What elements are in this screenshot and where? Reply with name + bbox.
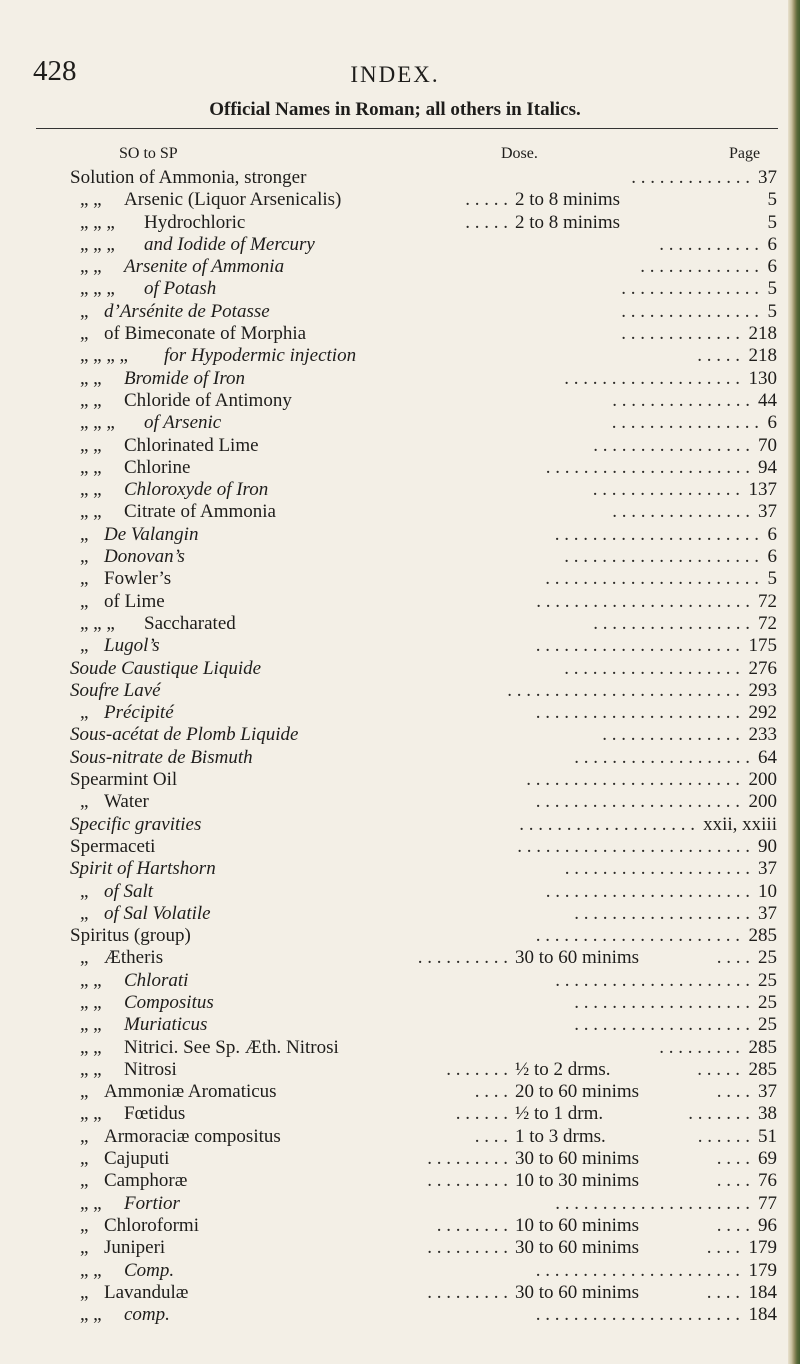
index-entry bbox=[0, 435, 790, 457]
ditto-mark: „ „ bbox=[80, 367, 102, 389]
index-entry bbox=[0, 323, 790, 345]
entry-page: 37 bbox=[758, 902, 777, 924]
entry-page: 184 bbox=[748, 1304, 777, 1326]
entry-page: 44 bbox=[758, 389, 777, 411]
entry-page: 293 bbox=[748, 679, 777, 701]
dot-leaders: . . . . . . . . . . . . . . . . . . . . . . . bbox=[545, 568, 759, 590]
index-entry bbox=[0, 1126, 790, 1148]
entry-name: Camphoræ bbox=[104, 1170, 188, 1192]
entry-page: 25 bbox=[758, 991, 777, 1013]
index-entry bbox=[0, 1014, 790, 1036]
entry-name: of Lime bbox=[104, 590, 165, 612]
entry-page: 179 bbox=[748, 1237, 777, 1259]
column-header-range: SO to SP bbox=[119, 145, 178, 162]
dot-leaders: . . . . . . . . . . . . . . . . . . . . . . . . . bbox=[507, 679, 740, 701]
dot-leaders: . . . . . . . . . . . . . . . . bbox=[611, 412, 759, 434]
ditto-mark: „ bbox=[80, 546, 89, 568]
entry-page: 72 bbox=[758, 612, 777, 634]
entry-page: 6 bbox=[767, 256, 777, 278]
dot-leaders: . . . . . . . . . bbox=[427, 1148, 508, 1170]
entry-name: Fowler’s bbox=[104, 568, 172, 590]
ditto-mark: „ „ bbox=[80, 1014, 102, 1036]
entry-page: 96 bbox=[758, 1214, 777, 1236]
index-entry bbox=[0, 1237, 790, 1259]
index-entry bbox=[0, 212, 790, 234]
entry-page: 5 bbox=[767, 211, 777, 233]
entry-name: Spirit of Hartshorn bbox=[70, 858, 216, 880]
entry-name: and Iodide of Mercury bbox=[144, 233, 315, 255]
entry-name: Sous-acétat de Plomb Liquide bbox=[70, 724, 299, 746]
entry-name: Saccharated bbox=[144, 612, 236, 634]
ditto-mark: „ bbox=[80, 1125, 89, 1147]
entry-name: Soude Caustique Liquide bbox=[70, 657, 262, 679]
index-entry bbox=[0, 1260, 790, 1282]
entry-page: 5 bbox=[767, 189, 777, 211]
ditto-mark: „ bbox=[80, 635, 89, 657]
entry-page: 276 bbox=[748, 657, 777, 679]
ditto-mark: „ bbox=[80, 791, 89, 813]
dot-leaders: . . . . . . . . . . bbox=[417, 947, 508, 969]
index-entry bbox=[0, 724, 790, 746]
dot-leaders: . . . . bbox=[716, 1081, 750, 1103]
ditto-mark: „ bbox=[80, 568, 89, 590]
running-head: INDEX. bbox=[350, 62, 440, 87]
entry-name: Chlorine bbox=[124, 456, 191, 478]
entry-name: of Arsenic bbox=[144, 412, 222, 434]
dot-leaders: . . . . . . . . . . . . . . . . . bbox=[593, 434, 750, 456]
ditto-mark: „ „ bbox=[80, 1036, 102, 1058]
entry-page: 37 bbox=[758, 167, 777, 188]
column-header-page: Page bbox=[729, 145, 761, 162]
index-entry bbox=[0, 1081, 790, 1103]
entry-name: Précipité bbox=[104, 702, 174, 724]
entry-dose: 30 to 60 minims bbox=[515, 1148, 640, 1170]
dot-leaders: . . . . . . . . . . . . . . . . . . . bbox=[574, 991, 750, 1013]
ditto-mark: „ „ „ bbox=[80, 612, 115, 634]
entry-dose: 30 to 60 minims bbox=[515, 947, 640, 969]
entry-dose: 2 to 8 minims bbox=[515, 189, 621, 211]
entry-page: 6 bbox=[767, 233, 777, 255]
ditto-mark: „ „ „ bbox=[80, 233, 115, 255]
entry-page: 285 bbox=[748, 925, 777, 947]
index-entry bbox=[0, 412, 790, 434]
ditto-mark: „ „ „ „ bbox=[80, 345, 128, 367]
index-entry bbox=[0, 613, 790, 635]
dot-leaders: . . . . . . . . . . . . . . . . . . . . . . bbox=[535, 1259, 740, 1281]
ditto-mark: „ „ bbox=[80, 1192, 102, 1214]
entry-name: Muriaticus bbox=[124, 1014, 208, 1036]
entry-page: 77 bbox=[758, 1192, 777, 1214]
ditto-mark: „ bbox=[80, 1214, 89, 1236]
entry-name: Lavandulæ bbox=[104, 1281, 189, 1303]
dot-leaders: . . . . . . . . . . . . . . . . . . . . . . bbox=[535, 1304, 740, 1326]
entry-name: Bromide of Iron bbox=[124, 367, 246, 389]
entry-page: 285 bbox=[748, 1058, 777, 1080]
entry-dose: 2 to 8 minims bbox=[515, 211, 621, 233]
entry-name: Spearmint Oil bbox=[70, 769, 178, 791]
entry-page: 5 bbox=[767, 278, 777, 300]
page-number: 428 bbox=[33, 55, 77, 87]
entry-name: Chloroformi bbox=[104, 1214, 199, 1236]
index-entry bbox=[0, 479, 790, 501]
ditto-mark: „ bbox=[80, 523, 89, 545]
ditto-mark: „ bbox=[80, 323, 89, 345]
entry-page: 10 bbox=[758, 880, 777, 902]
entry-page: 130 bbox=[748, 367, 777, 389]
dot-leaders: . . . . . . . . . . . . . bbox=[640, 256, 759, 278]
dot-leaders: . . . . bbox=[716, 1214, 750, 1236]
entry-name: Comp. bbox=[124, 1259, 175, 1281]
ditto-mark: „ „ bbox=[80, 1304, 102, 1326]
dot-leaders: . . . . . . . . . . . . . . . bbox=[602, 724, 740, 746]
entry-page: 6 bbox=[767, 546, 777, 568]
index-entry bbox=[0, 925, 790, 947]
ditto-mark: „ bbox=[80, 1148, 89, 1170]
index-entry bbox=[0, 1193, 790, 1215]
entry-page: 38 bbox=[758, 1103, 777, 1125]
entry-dose: 30 to 60 minims bbox=[515, 1237, 640, 1259]
entry-page: 72 bbox=[758, 590, 777, 612]
ditto-mark: „ „ bbox=[80, 434, 102, 456]
entry-page: 218 bbox=[748, 345, 777, 367]
dot-leaders: . . . . . . . . . . . . . . . . . bbox=[593, 612, 750, 634]
ditto-mark: „ bbox=[80, 880, 89, 902]
entry-page: 76 bbox=[758, 1170, 777, 1192]
dot-leaders: . . . . bbox=[716, 1148, 750, 1170]
index-entry bbox=[0, 680, 790, 702]
dot-leaders: . . . . . . . . . . . . . bbox=[621, 323, 740, 345]
ditto-mark: „ bbox=[80, 590, 89, 612]
index-entry bbox=[0, 546, 790, 568]
dot-leaders: . . . . . . . bbox=[446, 1058, 508, 1080]
entry-page: 90 bbox=[758, 835, 777, 857]
index-entry bbox=[0, 635, 790, 657]
dot-leaders: . . . . . . . . . . . . . . . . . . . bbox=[574, 1014, 750, 1036]
index-entries bbox=[0, 167, 790, 1326]
index-entry bbox=[0, 947, 790, 969]
entry-page: 94 bbox=[758, 456, 777, 478]
entry-page: 25 bbox=[758, 969, 777, 991]
index-entry bbox=[0, 658, 790, 680]
ditto-mark: „ „ „ bbox=[80, 278, 115, 300]
entry-name: Arsenite of Ammonia bbox=[124, 256, 285, 278]
index-entry bbox=[0, 1148, 790, 1170]
ditto-mark: „ bbox=[80, 947, 89, 969]
dot-leaders: . . . . . . . . . bbox=[659, 1036, 740, 1058]
index-entry bbox=[0, 301, 790, 323]
dot-leaders: . . . . . . . . . . . . . bbox=[631, 167, 750, 188]
entry-page: 292 bbox=[748, 702, 777, 724]
dot-leaders: . . . . . . . . . bbox=[427, 1237, 508, 1259]
ditto-mark: „ „ bbox=[80, 1058, 102, 1080]
index-entry bbox=[0, 858, 790, 880]
entry-name: Nitrici. See Sp. Æth. Nitrosi bbox=[124, 1036, 339, 1058]
entry-name: Water bbox=[104, 791, 149, 813]
index-entry bbox=[0, 568, 790, 590]
dot-leaders: . . . . . . . . bbox=[436, 1214, 508, 1236]
dot-leaders: . . . . bbox=[474, 1125, 508, 1147]
dot-leaders: . . . . . . . . . . . bbox=[659, 233, 759, 255]
entry-name: comp. bbox=[124, 1304, 170, 1326]
dot-leaders: . . . . . . bbox=[455, 1103, 508, 1125]
dot-leaders: . . . . . bbox=[465, 211, 508, 233]
entry-page: 6 bbox=[767, 412, 777, 434]
dot-leaders: . . . . . . . . . . . . . . . . . . . bbox=[564, 367, 740, 389]
entry-name: Fortior bbox=[124, 1192, 180, 1214]
entry-page: 51 bbox=[758, 1125, 777, 1147]
index-entry bbox=[0, 1059, 790, 1081]
index-entry bbox=[0, 1304, 790, 1326]
dot-leaders: . . . . . . . . . bbox=[427, 1281, 508, 1303]
entry-name: Solution of Ammonia, stronger bbox=[70, 167, 307, 188]
index-entry bbox=[0, 278, 790, 300]
index-entry bbox=[0, 747, 790, 769]
index-entry bbox=[0, 1215, 790, 1237]
dot-leaders: . . . . bbox=[706, 1281, 740, 1303]
index-entry bbox=[0, 992, 790, 1014]
column-header-dose: Dose. bbox=[501, 145, 538, 162]
entry-name: of Potash bbox=[144, 278, 217, 300]
entry-page: 69 bbox=[758, 1148, 777, 1170]
dot-leaders: . . . . . . . . . . . . . . . . . . . . . . . . . bbox=[517, 835, 750, 857]
dot-leaders: . . . . . . . . . . . . . . . . . . . bbox=[574, 902, 750, 924]
entry-name: Chloride of Antimony bbox=[124, 389, 292, 411]
dot-leaders: . . . . . . . . . . . . . . . . . . . . . . bbox=[535, 925, 740, 947]
dot-leaders: . . . . . bbox=[697, 1058, 740, 1080]
entry-name: of Sal Volatile bbox=[104, 902, 211, 924]
entry-page: 37 bbox=[758, 1081, 777, 1103]
entry-name: Hydrochloric bbox=[144, 211, 246, 233]
entry-page: 200 bbox=[748, 791, 777, 813]
dot-leaders: . . . . . . . . . . . . . . . . bbox=[592, 479, 740, 501]
index-entry bbox=[0, 769, 790, 791]
entry-page: 218 bbox=[748, 323, 777, 345]
index-entry bbox=[0, 903, 790, 925]
entry-name: Lugol’s bbox=[104, 635, 160, 657]
entry-name: Chlorinated Lime bbox=[124, 434, 259, 456]
entry-page: 184 bbox=[748, 1281, 777, 1303]
ditto-mark: „ bbox=[80, 300, 89, 322]
entry-page: 200 bbox=[748, 769, 777, 791]
ditto-mark: „ „ bbox=[80, 969, 102, 991]
dot-leaders: . . . . . . . . . . . . . . . . . . . . . . bbox=[545, 456, 750, 478]
entry-name: Ætheris bbox=[104, 947, 164, 969]
index-entry bbox=[0, 1103, 790, 1125]
dot-leaders: . . . . . . . . . . . . . . . . . . . . bbox=[564, 858, 750, 880]
entry-name: Armoraciæ compositus bbox=[104, 1125, 281, 1147]
index-entry bbox=[0, 791, 790, 813]
entry-name: Soufre Lavé bbox=[70, 679, 161, 701]
entry-name: Fœtidus bbox=[124, 1103, 186, 1125]
entry-name: Specific gravities bbox=[70, 813, 202, 835]
dot-leaders: . . . . . . . . . . . . . . . . . . . . . . bbox=[554, 523, 759, 545]
entry-page: 25 bbox=[758, 1014, 777, 1036]
entry-page: 5 bbox=[767, 568, 777, 590]
ditto-mark: „ „ „ bbox=[80, 211, 115, 233]
dot-leaders: . . . . . . . . . . . . . . . . . . . . . bbox=[564, 546, 759, 568]
entry-page: 6 bbox=[767, 523, 777, 545]
entry-name: Spiritus (group) bbox=[70, 925, 191, 947]
dot-leaders: . . . . bbox=[716, 947, 750, 969]
entry-page: 64 bbox=[758, 746, 777, 768]
entry-dose: 1 to 3 drms. bbox=[515, 1125, 606, 1147]
header-rule bbox=[36, 128, 778, 129]
entry-name: d’Arsénite de Potasse bbox=[104, 300, 270, 322]
dot-leaders: . . . . . . . . . . . . . . . . . . . . . bbox=[555, 969, 750, 991]
ditto-mark: „ bbox=[80, 702, 89, 724]
entry-name: Spermaceti bbox=[70, 835, 156, 857]
entry-page: 5 bbox=[767, 300, 777, 322]
ditto-mark: „ „ bbox=[80, 479, 102, 501]
entry-name: of Bimeconate of Morphia bbox=[104, 323, 307, 345]
index-entry bbox=[0, 390, 790, 412]
dot-leaders: . . . . . . . . . . . . . . . . . . . bbox=[564, 657, 740, 679]
dot-leaders: . . . . . . . . . . . . . . . bbox=[612, 501, 750, 523]
index-entry bbox=[0, 189, 790, 211]
entry-dose: 20 to 60 minims bbox=[515, 1081, 640, 1103]
dot-leaders: . . . . bbox=[716, 1170, 750, 1192]
dot-leaders: . . . . . . . . . . . . . . . . . . . . . . bbox=[535, 791, 740, 813]
dot-leaders: . . . . . . . . . . . . . . . . . . . bbox=[574, 746, 750, 768]
entry-dose: 30 to 60 minims bbox=[515, 1281, 640, 1303]
dot-leaders: . . . . . . . . . . . . . . . bbox=[612, 389, 750, 411]
entry-name: Sous-nitrate de Bismuth bbox=[70, 746, 253, 768]
entry-name: Citrate of Ammonia bbox=[124, 501, 276, 523]
dot-leaders: . . . . . . . . . . . . . . . . . . . . . bbox=[555, 1192, 750, 1214]
ditto-mark: „ bbox=[80, 1081, 89, 1103]
entry-page: 179 bbox=[748, 1259, 777, 1281]
index-entry bbox=[0, 1170, 790, 1192]
entry-dose: ½ to 1 drm. bbox=[515, 1103, 604, 1125]
dot-leaders: . . . . . . . . . . . . . . . . . . . . . . bbox=[535, 635, 740, 657]
dot-leaders: . . . . . bbox=[697, 345, 740, 367]
ditto-mark: „ „ bbox=[80, 1259, 102, 1281]
ditto-mark: „ „ bbox=[80, 389, 102, 411]
index-entry bbox=[0, 881, 790, 903]
dot-leaders: . . . . . . . . . . . . . . . . . . . bbox=[519, 813, 695, 835]
ditto-mark: „ „ bbox=[80, 991, 102, 1013]
entry-page: 233 bbox=[748, 724, 777, 746]
index-entry bbox=[0, 256, 790, 278]
entry-name: Juniperi bbox=[104, 1237, 166, 1259]
index-entry bbox=[0, 345, 790, 367]
index-entry bbox=[0, 1282, 790, 1304]
entry-page: 137 bbox=[748, 479, 777, 501]
entry-name: for Hypodermic injection bbox=[164, 345, 357, 367]
dot-leaders: . . . . . . . . . . . . . . . . . . . . . . bbox=[545, 880, 750, 902]
index-entry bbox=[0, 368, 790, 390]
entry-name: Cajuputi bbox=[104, 1148, 170, 1170]
index-entry bbox=[0, 591, 790, 613]
index-entry bbox=[0, 702, 790, 724]
entry-name: Nitrosi bbox=[124, 1058, 177, 1080]
dot-leaders: . . . . . . . . . . . . . . . . . . . . . . bbox=[535, 702, 740, 724]
entry-name: Arsenic (Liquor Arsenicalis) bbox=[124, 189, 342, 211]
index-entry bbox=[0, 167, 790, 189]
dot-leaders: . . . . . bbox=[465, 189, 508, 211]
dot-leaders: . . . . . . . . . bbox=[427, 1170, 508, 1192]
index-entry bbox=[0, 524, 790, 546]
dot-leaders: . . . . . . . . . . . . . . . . . . . . . . . bbox=[526, 769, 740, 791]
ditto-mark: „ „ bbox=[80, 456, 102, 478]
entry-page: 25 bbox=[758, 947, 777, 969]
ditto-mark: „ „ bbox=[80, 189, 102, 211]
dot-leaders: . . . . . . . . . . . . . . . . . . . . . . . bbox=[536, 590, 750, 612]
entry-name: Chlorati bbox=[124, 969, 189, 991]
entry-page: 285 bbox=[748, 1036, 777, 1058]
index-entry bbox=[0, 457, 790, 479]
dot-leaders: . . . . . . . . . . . . . . . bbox=[621, 278, 759, 300]
ditto-mark: „ „ bbox=[80, 1103, 102, 1125]
ditto-mark: „ bbox=[80, 1237, 89, 1259]
entry-page: 37 bbox=[758, 858, 777, 880]
dot-leaders: . . . . bbox=[706, 1237, 740, 1259]
ditto-mark: „ bbox=[80, 1281, 89, 1303]
entry-name: of Salt bbox=[104, 880, 154, 902]
dot-leaders: . . . . bbox=[474, 1081, 508, 1103]
ditto-mark: „ bbox=[80, 1170, 89, 1192]
entry-name: Donovan’s bbox=[104, 546, 185, 568]
entry-page: 70 bbox=[758, 434, 777, 456]
entry-name: Ammoniæ Aromaticus bbox=[104, 1081, 277, 1103]
index-entry bbox=[0, 970, 790, 992]
ditto-mark: „ „ bbox=[80, 256, 102, 278]
entry-page: 175 bbox=[748, 635, 777, 657]
dot-leaders: . . . . . . . . . . . . . . . bbox=[621, 300, 759, 322]
dot-leaders: . . . . . . bbox=[697, 1125, 750, 1147]
entry-dose: 10 to 60 minims bbox=[515, 1214, 640, 1236]
index-entry bbox=[0, 814, 790, 836]
dot-leaders: . . . . . . . bbox=[688, 1103, 750, 1125]
index-entry bbox=[0, 836, 790, 858]
page-header bbox=[0, 56, 790, 96]
entry-name: Chloroxyde of Iron bbox=[124, 479, 269, 501]
entry-page: 37 bbox=[758, 501, 777, 523]
ditto-mark: „ „ bbox=[80, 501, 102, 523]
entry-dose: ½ to 2 drms. bbox=[515, 1058, 611, 1080]
index-entry bbox=[0, 234, 790, 256]
entry-dose: 10 to 30 minims bbox=[515, 1170, 640, 1192]
index-entry bbox=[0, 1037, 790, 1059]
entry-page: xxii, xxiii bbox=[703, 813, 777, 835]
index-entry bbox=[0, 501, 790, 523]
entry-name: De Valangin bbox=[104, 523, 199, 545]
index-subtitle: Official Names in Roman; all others in Italics. bbox=[209, 99, 581, 120]
entry-name: Compositus bbox=[124, 991, 214, 1013]
ditto-mark: „ „ „ bbox=[80, 412, 115, 434]
ditto-mark: „ bbox=[80, 902, 89, 924]
